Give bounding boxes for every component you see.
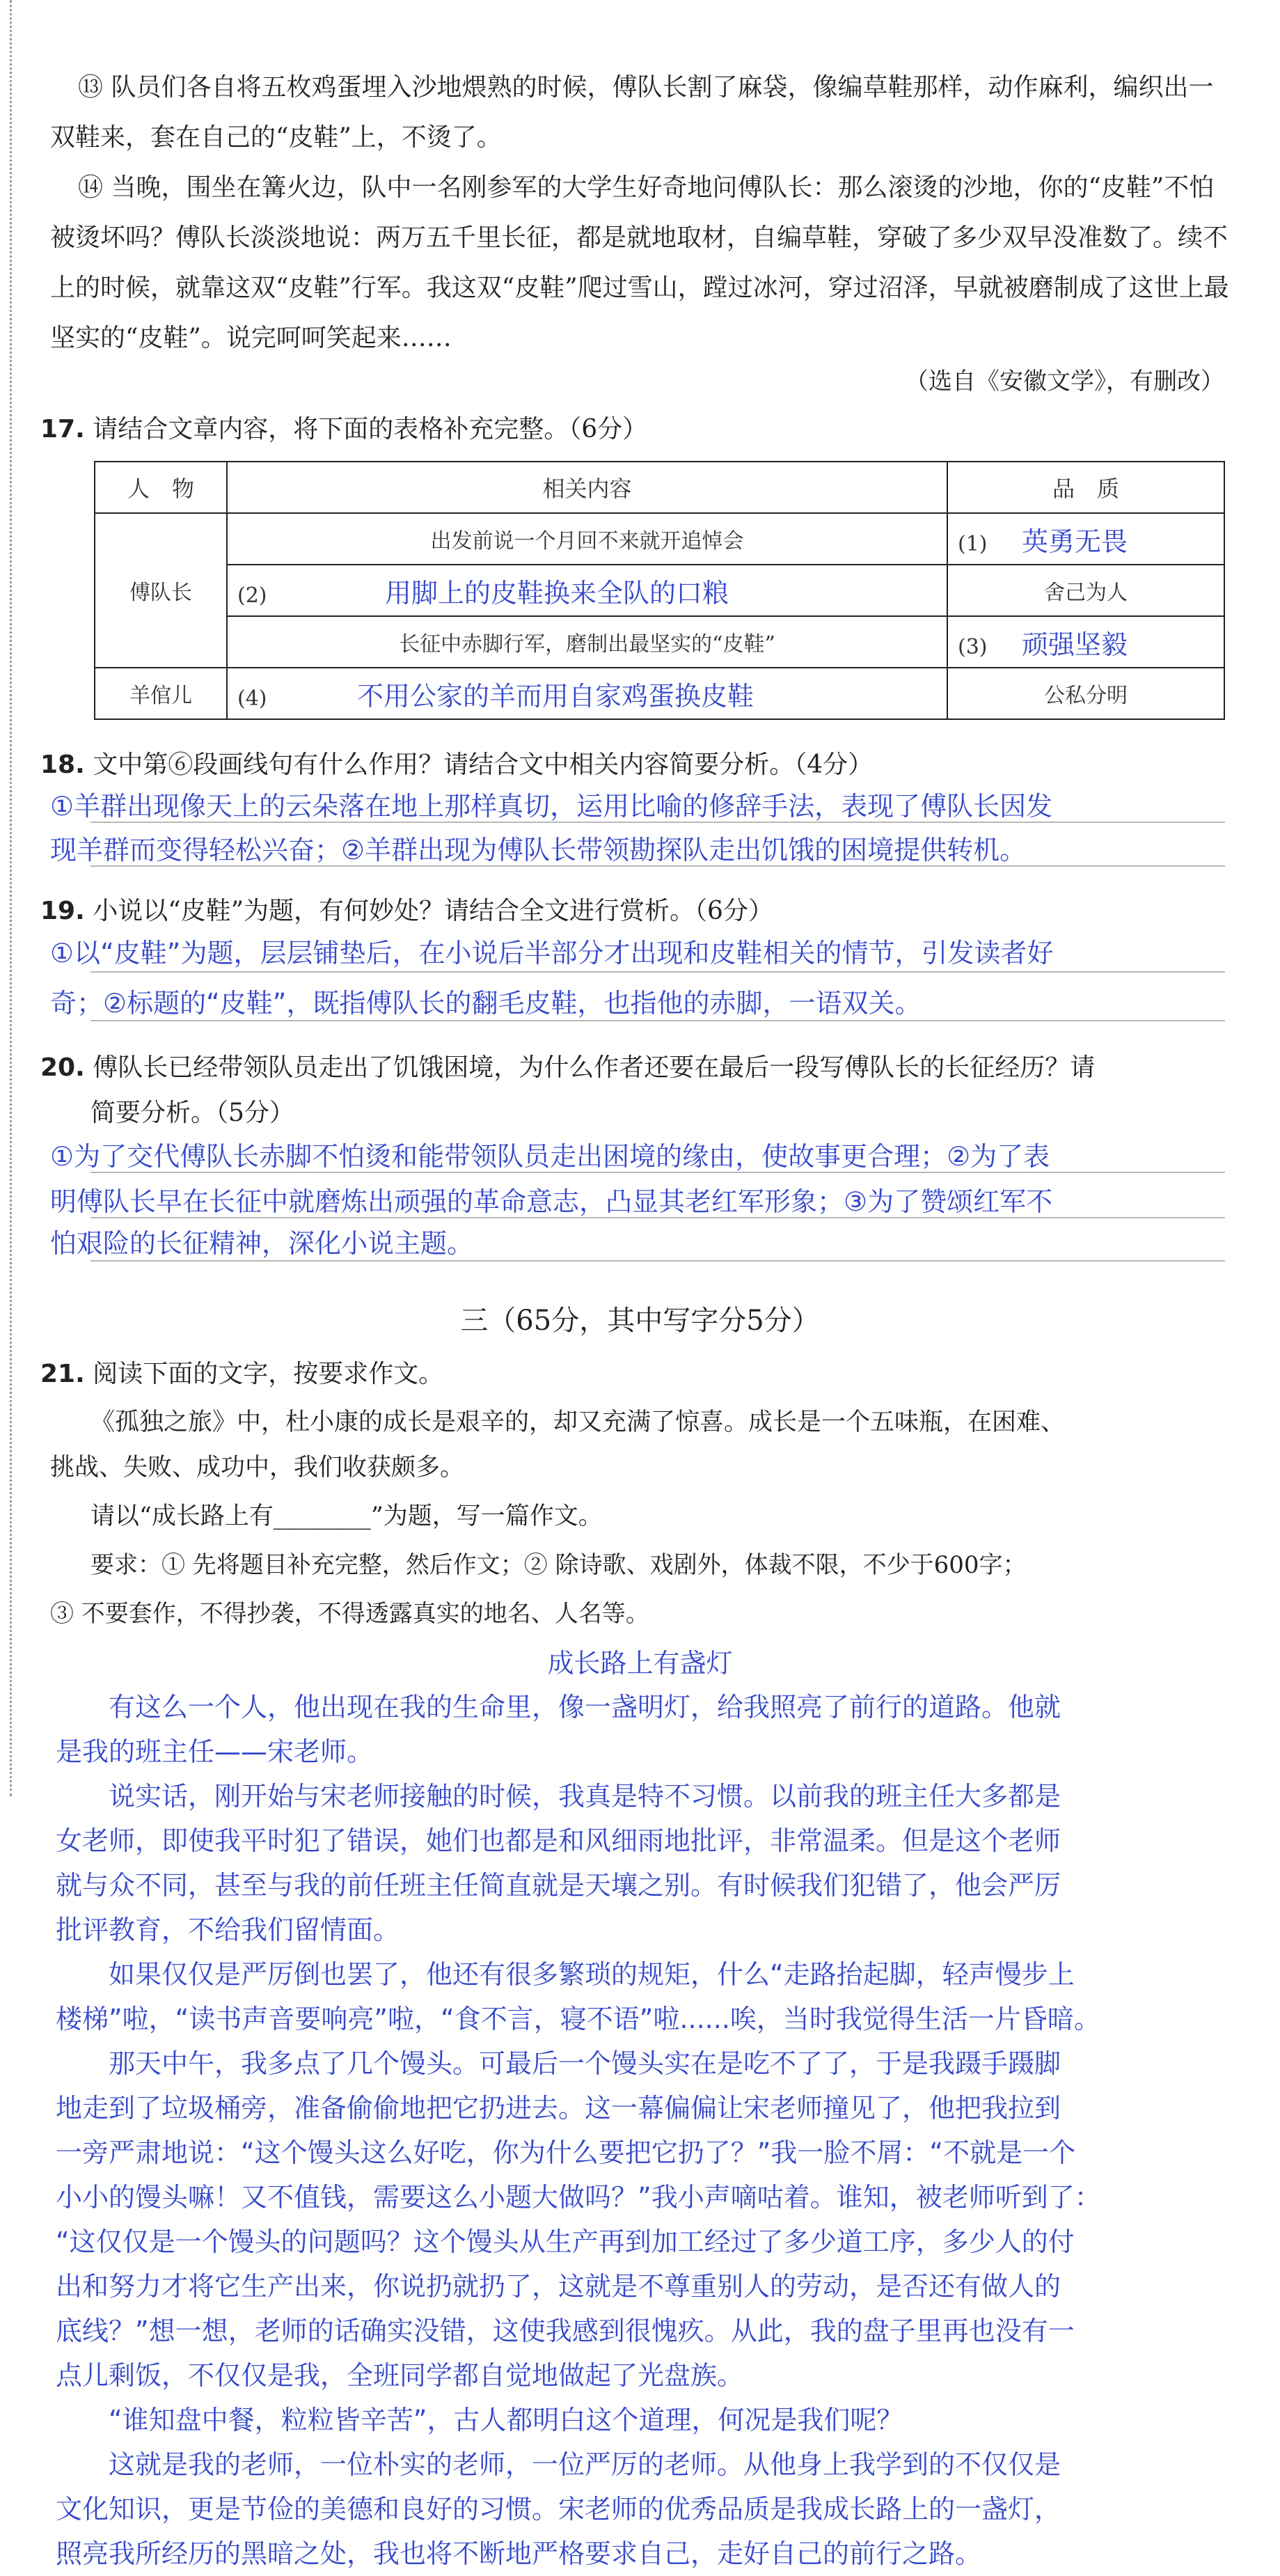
question-text: 阅读下面的文字，按要求作文。 xyxy=(93,1360,444,1388)
blank-number: (4) xyxy=(237,686,267,711)
section-three-heading: 三（65分，其中写字分5分） xyxy=(460,1305,820,1337)
question-text: 傅队长已经带领队员走出了饥饿困境，为什么作者还要在最后一段写傅队长的长征经历？请 xyxy=(93,1053,1096,1082)
question-21 xyxy=(40,1354,443,1390)
question-number: 20. xyxy=(40,1053,85,1082)
question-17 xyxy=(40,409,647,445)
essay-line: 文化知识，更是节俭的美德和良好的习惯。宋老师的优秀品质是我成长路上的一盏灯， xyxy=(56,2494,1061,2524)
person-cell: 羊倌儿 xyxy=(95,668,227,719)
essay-line: 一旁严肃地说：“这个馒头这么好吃，你为什么要把它扔了？”我一脸不屑：“不就是一个 xyxy=(56,2137,1076,2168)
blank-number: (2) xyxy=(237,583,267,608)
content-answer-cell xyxy=(227,668,947,719)
essay-line: 那天中午，我多点了几个馒头。可最后一个馒头实在是吃不了了，于是我蹑手蹑脚 xyxy=(56,2048,1061,2079)
handwritten-answer: 用脚上的皮鞋换来全队的口粮 xyxy=(385,577,729,608)
header-quality: 品 质 xyxy=(947,462,1224,513)
question-number: 21. xyxy=(40,1360,85,1388)
table-row xyxy=(95,668,1224,719)
essay-requirements-continued: ③ 不要套作，不得抄袭，不得透露真实的地名、人名等。 xyxy=(50,1600,649,1628)
answer-rule xyxy=(90,971,1225,973)
passage-source: （选自《安徽文学》，有删改） xyxy=(905,368,1224,395)
answer-rule xyxy=(90,1020,1225,1021)
essay-line: 底线？”想一想，老师的话确实没错，这使我感到很愧疚。从此，我的盘子里再也没有一 xyxy=(56,2316,1075,2346)
q17-table xyxy=(94,461,1225,720)
header-person: 人 物 xyxy=(95,462,227,513)
essay-line: 出和努力才将它生产出来，你说扔就扔了，这就是不尊重别人的劳动，是否还有做人的 xyxy=(56,2271,1061,2302)
essay-prompt: 请以“成长路上有________”为题，写一篇作文。 xyxy=(90,1502,603,1530)
content-answer-cell xyxy=(227,565,947,616)
table-row xyxy=(95,616,1224,668)
essay-line: 这就是我的老师，一位朴实的老师，一位严厉的老师。从他身上我学到的不仅仅是 xyxy=(56,2449,1061,2480)
answer-rule xyxy=(90,822,1225,823)
quality-answer-cell xyxy=(947,616,1224,668)
essay-line: 有这么一个人，他出现在我的生命里，像一盏明灯，给我照亮了前行的道路。他就 xyxy=(56,1692,1061,1722)
answer-rule xyxy=(90,1172,1225,1173)
question-18 xyxy=(40,745,873,780)
answer-line: 奇；②标题的“皮鞋”，既指傅队长的翻毛皮鞋，也指他的赤脚，一语双关。 xyxy=(50,988,922,1019)
essay-line: 是我的班主任——宋老师。 xyxy=(56,1736,374,1767)
table-header-row xyxy=(95,462,1224,513)
header-content: 相关内容 xyxy=(227,462,947,513)
answer-line: ①以“皮鞋”为题，层层铺垫后，在小说后半部分才出现和皮鞋相关的情节，引发读者好 xyxy=(50,938,1054,968)
quality-cell: 舍己为人 xyxy=(947,565,1224,616)
answer-rule xyxy=(90,1260,1225,1262)
answer-line: 现羊群而变得轻松兴奋；②羊群出现为傅队长带领勘探队走出饥饿的困境提供转机。 xyxy=(50,835,1027,865)
question-number: 17. xyxy=(40,415,85,443)
essay-line: 照亮我所经历的黑暗之处，我也将不断地严格要求自己，走好自己的前行之路。 xyxy=(56,2538,982,2569)
essay-line: 小小的馒头嘛！又不值钱，需要这么小题大做吗？”我小声嘀咕着。谁知，被老师听到了： xyxy=(56,2182,1101,2213)
question-text: 请结合文章内容，将下面的表格补充完整。（6分） xyxy=(93,415,648,443)
essay-line: 如果仅仅是严厉倒也罢了，他还有很多繁琐的规矩，什么“走路抬起脚，轻声慢步上 xyxy=(56,1959,1075,1990)
question-20-continued: 简要分析。（5分） xyxy=(90,1099,294,1127)
essay-line: 女老师，即使我平时犯了错误，她们也都是和风细雨地批评，非常温柔。但是这个老师 xyxy=(56,1825,1061,1856)
handwritten-answer: 顽强坚毅 xyxy=(1022,629,1128,660)
blank-number: (1) xyxy=(958,531,988,556)
blank-number: (3) xyxy=(958,634,988,659)
table-row xyxy=(95,513,1224,565)
answer-rule xyxy=(90,1217,1225,1218)
question-number: 18. xyxy=(40,751,85,779)
essay-line: 地走到了垃圾桶旁，准备偷偷地把它扔进去。这一幕偏偏让宋老师撞见了，他把我拉到 xyxy=(56,2093,1061,2123)
question-number: 19. xyxy=(40,897,85,925)
essay-line: 就与众不同，甚至与我的前任班主任简直就是天壤之别。有时候我们犯错了，他会严厉 xyxy=(56,1870,1061,1901)
quality-answer-cell xyxy=(947,513,1224,565)
essay-line: 点儿剩饭，不仅仅是我，全班同学都自觉地做起了光盘族。 xyxy=(56,2360,744,2391)
answer-line: ①为了交代傅队长赤脚不怕烫和能带领队员走出困境的缘由，使故事更合理；②为了表 xyxy=(50,1141,1050,1172)
content-cell: 出发前说一个月回不来就开追悼会 xyxy=(227,513,947,565)
essay-requirements: 要求：① 先将题目补充完整，然后作文；② 除诗歌、戏剧外，体裁不限，不少于600字； xyxy=(90,1551,1027,1579)
essay-line: “谁知盘中餐，粒粒皆辛苦”，古人都明白这个道理，何况是我们呢？ xyxy=(56,2405,903,2435)
answer-line: 明傅队长早在长征中就磨炼出顽强的革命意志，凸显其老红军形象；③为了赞颂红军不 xyxy=(50,1186,1053,1217)
handwritten-answer: 不用公家的羊而用自家鸡蛋换皮鞋 xyxy=(357,680,754,712)
answer-line: 怕艰险的长征精神，深化小说主题。 xyxy=(50,1228,474,1259)
essay-line: 批评教育，不给我们留情面。 xyxy=(56,1915,400,1945)
table-row xyxy=(95,565,1224,616)
answer-rule xyxy=(90,865,1225,867)
essay-line: “这仅仅是一个馒头的问题吗？这个馒头从生产再到加工经过了多少道工序，多少人的付 xyxy=(56,2226,1075,2257)
essay-line: 说实话，刚开始与宋老师接触的时候，我真是特不习惯。以前我的班主任大多都是 xyxy=(56,1781,1061,1812)
essay-title: 成长路上有盏灯 xyxy=(547,1648,733,1679)
essay-material-line: 《孤独之旅》中，杜小康的成长是艰辛的，却又充满了惊喜。成长是一个五味瓶，在困难、 xyxy=(90,1408,1066,1436)
question-text: 文中第⑥段画线句有什么作用？请结合文中相关内容简要分析。（4分） xyxy=(93,751,874,779)
passage-paragraph-13: ⑬ 队员们各自将五枚鸡蛋埋入沙地煨熟的时候，傅队长割了麻袋，像编草鞋那样，动作麻利，编织出一双鞋来，套在自己的“皮鞋”上，不烫了。 xyxy=(50,73,1214,152)
answer-line: ①羊群出现像天上的云朵落在地上那样真切，运用比喻的修辞手法，表现了傅队长因发 xyxy=(50,791,1053,822)
question-19 xyxy=(40,891,773,927)
passage-paragraph-14: ⑭ 当晚，围坐在篝火边，队中一名刚参军的大学生好奇地问傅队长：那么滚烫的沙地，你的“皮鞋”不怕被烫坏吗？傅队长淡淡地说：两万五千里长征，都是就地取材，自编草鞋，穿破了多少双早没准数了。续不上的时候，就靠这双“皮鞋”行军。我这双“皮鞋”爬过雪山，蹚过冰河，穿过沼泽，早就被磨制成了这世上最坚实的“皮鞋”。说完呵呵笑起来…… xyxy=(50,173,1229,352)
essay-line: 楼梯”啦，“读书声音要响亮”啦，“食不言，寝不语”啦......唉，当时我觉得生活一片昏暗。 xyxy=(56,2004,1100,2034)
essay-material-line: 挑战、失败、成功中，我们收获颇多。 xyxy=(50,1454,465,1482)
handwritten-answer: 英勇无畏 xyxy=(1022,526,1128,557)
person-cell: 傅队长 xyxy=(95,513,227,668)
content-cell: 长征中赤脚行军，磨制出最坚实的“皮鞋” xyxy=(227,616,947,668)
binding-margin-line xyxy=(10,0,12,1796)
quality-cell: 公私分明 xyxy=(947,668,1224,719)
question-text: 小说以“皮鞋”为题，有何妙处？请结合全文进行赏析。（6分） xyxy=(93,897,773,925)
question-20 xyxy=(40,1048,1095,1083)
